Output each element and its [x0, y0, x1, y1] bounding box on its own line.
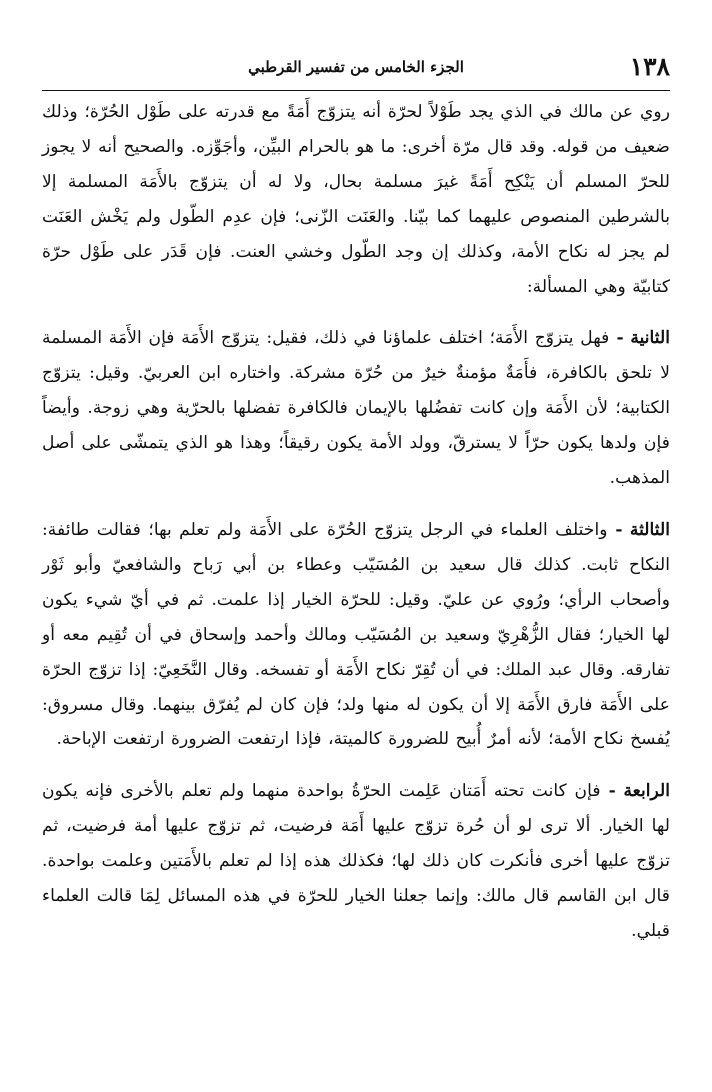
paragraph-text: فإن كانت تحته أَمَتان عَلِمت الحرّةُ بواحدة منهما ولم تعلم بالأخرى فإنه يكون لها الخيار. ألا ترى لو أن حُرة تزوّج عليها أَمَة فرضيت، ثم تزوّج عليها أمة فرضيت، ثم تزوّج عليها أخرى فأنكرت كان ذلك لها؛ فكذلك هذه إذا لم تعلم بالأَمَتين وعلمت بواحدة. قال ابن القاسم قال مالك: وإنما جعلنا الخيار للحرّة في هذه المسائل لِمَا قالت العلماء قبلي. [42, 781, 670, 941]
paragraph-text: واختلف العلماء في الرجل يتزوّج الحُرّة على الأَمَة ولم تعلم بها؛ فقالت طائفة: النكاح ثابت. كذلك قال سعيد بن المُسَيّب وعطاء بن أبي رَباح والشافعيّ وأبو ثَوْر وأصحاب الرأي؛ ورُوي عن عليّ. وقيل: للحرّة الخيار إذا علمت. ثم في أيّ شيء يكون لها الخيار؛ فقال الزُّهْرِيّ وسعيد بن المُسَيّب ومالك وأحمد وإسحاق في أن تُقِيم معه أو تفارقه. وقال عبد الملك: في أن تُقِرّ نكاح الأَمَة أو تفسخه. وقال النَّخَعِيّ: إذا تزوّج الحرّة على الأَمَة فارق الأَمَة إلا أن يكون له منها ولد؛ فإن كان لم يُفرّق بينهما. وقال مسروق: يُفسخ نكاح الأمة؛ لأنه أمرٌ أُبيح للضرورة كالميتة، فإذا ارتفعت الضرورة ارتفعت الإباحة. [42, 519, 670, 750]
issue-label-third: الثالثة [629, 519, 670, 540]
paragraph-text: فهل يتزوّج الأَمَة؛ اختلف علماؤنا في ذلك، فقيل: يتزوّج الأَمَة فإن الأَمَة المسلمة لا تلحق بالكافرة، فأَمَةٌ مؤمنةٌ خيرٌ من حُرّة مشركة. واختاره ابن العربيّ. وقيل: يتزوّج الكتابية؛ لأن الأَمَة وإن كانت تفضُلها بالإيمان فالكافرة تفضلها بالحرّية وهي زوجة. وأيضاً فإن ولدها يكون حرّاً لا يسترقّ، وولد الأمة يكون رقيقاً؛ وهذا هو الذي يتمشّى على أصل المذهب. [42, 328, 670, 489]
paragraph-second-issue [42, 321, 670, 496]
page-content [42, 91, 670, 949]
book-page [42, 44, 670, 1054]
label-dash: - [609, 328, 624, 349]
page-number: ١٣٨ [629, 52, 670, 81]
paragraph-intro [42, 95, 670, 304]
page-header [42, 44, 670, 91]
paragraph-fourth-issue [42, 774, 670, 949]
paragraph-third-issue [42, 513, 670, 757]
running-title: الجزء الخامس من تفسير القرطبي [248, 58, 464, 76]
issue-label-second: الثانية [630, 328, 670, 349]
label-dash: - [600, 781, 616, 802]
issue-label-fourth: الرابعة [623, 781, 671, 802]
label-dash: - [607, 519, 623, 540]
paragraph-text: روي عن مالك في الذي يجد طَوْلاً لحرّة أنه يتزوّج أَمَةً مع قدرته على طَوْل الحُرّة؛ وذلك ضعيف من قوله. وقد قال مرّة أخرى: ما هو بالحرام البيِّن، وأجَوِّزه. والصحيح أنه لا يجوز للحرّ المسلم أن يَنْكِح أَمَةً غيرَ مسلمة بحال، ولا له أن يتزوّج بالأَمَة المسلمة إلا بالشرطين المنصوص عليهما كما بيّنا. والعَنَت الزّنى؛ فإن عدِم الطّول ولم يَخْش العَنَت لم يجز له نكاح الأمة، وكذلك إن وجد الطّول وخشي العنت. فإن قَدَر على طَوْل حرّة كتابيّة وهي المسألة: [42, 102, 670, 297]
